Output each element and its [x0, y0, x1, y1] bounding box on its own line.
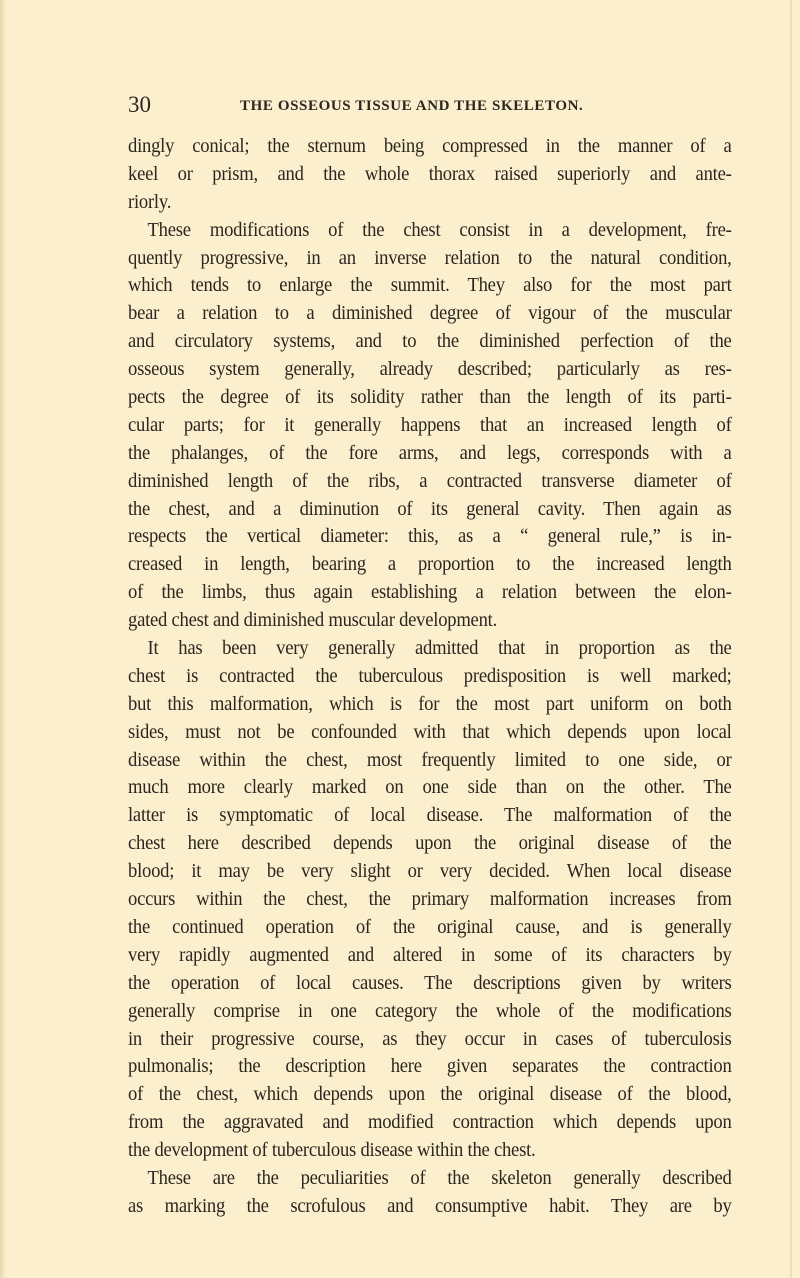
paragraph: [128, 1165, 732, 1221]
text-line: much more clearly marked on one side than on the other. The: [128, 776, 732, 799]
text-line: the development of tuberculous disease within the chest.: [128, 1139, 536, 1162]
text-line: occurs within the chest, the primary malformation increases from: [128, 888, 732, 911]
text-line: from the aggravated and modified contraction which depends upon: [128, 1111, 732, 1134]
text-line: pects the degree of its solidity rather than the length of its parti-: [128, 386, 732, 409]
text-line: diminished length of the ribs, a contracted transverse diameter of: [128, 469, 732, 492]
running-title: THE OSSEOUS TISSUE AND THE SKELETON.: [240, 98, 584, 114]
text-line: blood; it may be very slight or very decided. When local disease: [128, 860, 732, 883]
text-line: the chest, and a diminution of its general cavity. Then again as: [128, 497, 732, 520]
text-line: These are the peculiarities of the skeleton generally described: [147, 1166, 732, 1189]
text-line: which tends to enlarge the summit. They also for the most part: [128, 274, 732, 297]
text-line: sides, must not be confounded with that which depends upon local: [128, 720, 732, 743]
text-line: cular parts; for it generally happens that an increased length of: [128, 413, 732, 436]
running-header: [128, 92, 732, 118]
text-line: of the limbs, thus again establishing a relation between the elon-: [128, 581, 732, 604]
text-line: latter is symptomatic of local disease. The malformation of the: [128, 804, 732, 827]
text-line: but this malformation, which is for the most part uniform on both: [128, 692, 732, 715]
text-line: quently progressive, in an inverse relation to the natural condition,: [128, 246, 732, 269]
text-line: pulmonalis; the description here given separates the contraction: [128, 1055, 732, 1078]
text-line: It has been very generally admitted that in proportion as the: [147, 637, 732, 660]
text-line: the continued operation of the original cause, and is generally: [128, 915, 732, 938]
text-line: osseous system generally, already described; particularly as res-: [128, 358, 732, 381]
text-line: riorly.: [128, 190, 172, 213]
text-line: chest here described depends upon the original disease of the: [128, 832, 732, 855]
paragraph: [128, 133, 732, 217]
text-line: and circulatory systems, and to the diminished perfection of the: [128, 330, 732, 353]
paragraph: [128, 635, 732, 1165]
text-line: very rapidly augmented and altered in some of its characters by: [128, 943, 732, 966]
text-line: gated chest and diminished muscular development.: [128, 609, 498, 632]
text-line: as marking the scrofulous and consumptive habit. They are by: [128, 1194, 732, 1217]
text-line: dingly conical; the sternum being compressed in the manner of a: [128, 135, 732, 157]
page-number: 30: [128, 92, 151, 117]
text-line: the operation of local causes. The descriptions given by writers: [128, 971, 732, 994]
page-edge-shadow: [0, 0, 6, 1278]
text-line: disease within the chest, most frequently limited to one side, or: [128, 748, 732, 771]
page-edge-line: [790, 0, 792, 1278]
text-line: keel or prism, and the whole thorax raised superiorly and ante-: [128, 162, 732, 185]
body-text: [128, 133, 732, 1221]
text-line: in their progressive course, as they occur in cases of tuberculosis: [128, 1027, 732, 1050]
text-line: the phalanges, of the fore arms, and legs, corresponds with a: [128, 441, 732, 464]
text-line: of the chest, which depends upon the original disease of the blood,: [128, 1083, 732, 1106]
text-line: bear a relation to a diminished degree of vigour of the muscular: [128, 302, 732, 325]
paragraph: [128, 217, 732, 635]
text-line: These modifications of the chest consist in a development, fre-: [147, 218, 732, 241]
text-line: chest is contracted the tuberculous predisposition is well marked;: [128, 664, 732, 687]
text-line: respects the vertical diameter: this, as a “ general rule,” is in-: [128, 525, 732, 548]
text-line: creased in length, bearing a proportion to the increased length: [128, 553, 732, 576]
text-line: generally comprise in one category the whole of the modifications: [128, 999, 732, 1022]
